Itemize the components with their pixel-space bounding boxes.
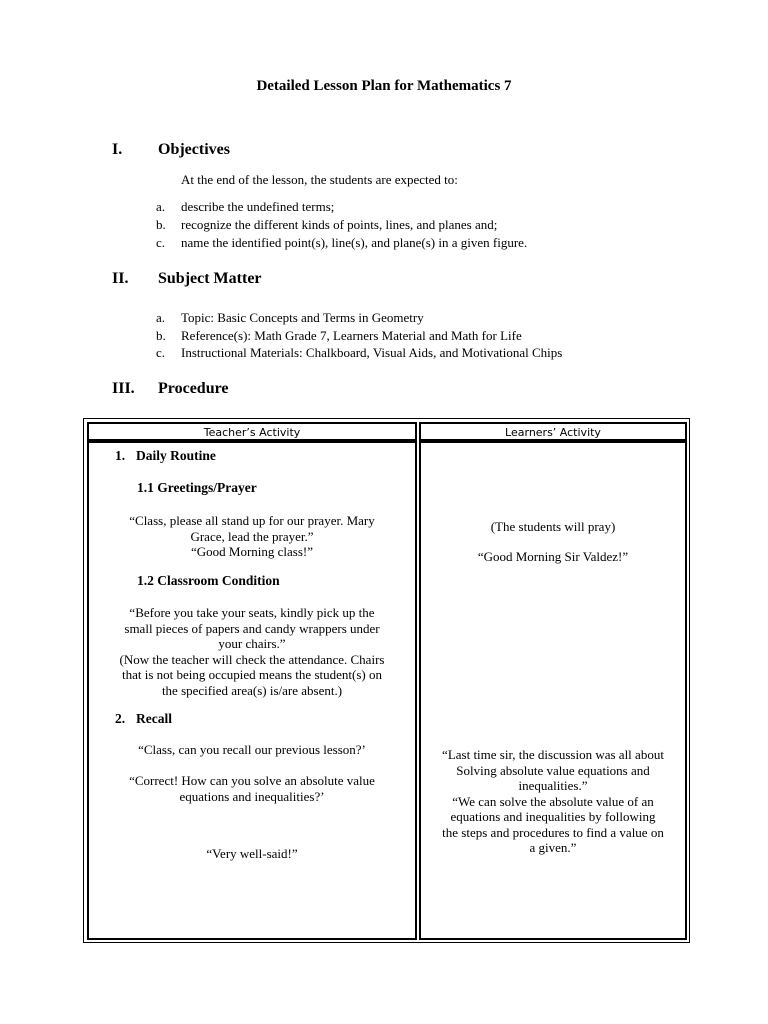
header-teacher-activity: Teacher’s Activity [87,422,417,441]
objective-item-a [156,199,676,215]
subject-item-b [156,328,676,344]
greetings-line: Grace, lead the prayer.” [190,528,314,544]
learners-recall-line: the steps and procedures to find a value on [442,824,664,840]
classroom-line: “Before you take your seats, kindly pick up the [129,605,375,620]
learners-recall-line: Solving absolute value equations and [456,762,650,778]
learners-recall-line: “We can solve the absolute value of an [452,793,654,809]
classroom-line: your chairs.” [218,636,286,651]
objective-item-c [156,235,676,251]
objective-letter: b. [156,217,166,232]
daily-routine-heading: Daily Routine [136,448,216,463]
greetings-line: “Class, please all stand up for our prayer. Mary [129,513,375,528]
section-objectives-number: I. [112,141,123,158]
section-procedure-title: Procedure [158,380,229,397]
teacher-activity-cell [87,441,417,940]
recall-question: “Class, can you recall our previous lesson?’ [138,742,366,757]
classroom-line: that is not being occupied means the student(s) on [122,667,382,682]
recall-line: “Correct! How can you solve an absolute value [129,773,375,788]
learners-pray: (The students will pray) [490,519,616,534]
subject-text: Topic: Basic Concepts and Terms in Geometry [181,310,424,325]
greetings-line: “Good Morning class!” [190,544,314,559]
subject-text: Instructional Materials: Chalkboard, Visual Aids, and Motivational Chips [181,345,563,360]
subject-letter: c. [156,345,166,360]
objective-item-b [156,217,676,233]
header-learners-activity: Learners’ Activity [419,422,687,441]
subject-letter: a. [156,310,166,325]
classroom-line: small pieces of papers and candy wrappers under [124,620,380,636]
objective-text: name the identified point(s), line(s), and plane(s) in a given figure. [181,235,528,250]
classroom-line: (Now the teacher will check the attendance. Chairs [119,651,385,667]
subject-item-a [156,310,676,326]
learners-activity-cell [419,441,687,940]
recall-number: 2. [115,711,126,726]
recall-line: equations and inequalities?’ [179,788,325,804]
section-procedure-number: III. [112,380,135,397]
learners-recall-line: equations and inequalities by following [450,809,656,824]
section-subject-number: II. [112,270,129,287]
recall-heading: Recall [136,711,172,726]
greetings-block [89,513,415,560]
learners-recall-line: inequalities.” [518,778,588,793]
objective-letter: c. [156,235,166,250]
subject-item-c [156,345,676,361]
greetings-heading: 1.1 Greetings/Prayer [137,480,257,495]
learners-recall-line: “Last time sir, the discussion was all about [442,747,664,762]
learners-good-morning: “Good Morning Sir Valdez!” [477,549,629,564]
subject-text: Reference(s): Math Grade 7, Learners Material and Math for Life [181,328,522,343]
learners-recall-block [421,747,685,856]
page-title: Detailed Lesson Plan for Mathematics 7 [256,78,512,94]
section-objectives-title: Objectives [158,141,230,158]
recall-praise: “Very well-said!” [206,846,298,861]
subject-letter: b. [156,328,166,343]
classroom-condition-block [89,605,415,698]
procedure-table [83,418,690,943]
learners-recall-line: a given.” [529,840,577,855]
daily-routine-number: 1. [115,448,126,463]
classroom-condition-heading: 1.2 Classroom Condition [137,573,280,588]
objective-text: recognize the different kinds of points, lines, and planes and; [181,217,498,232]
section-subject-title: Subject Matter [158,270,262,287]
objective-letter: a. [156,199,166,214]
classroom-line: the specified area(s) is/are absent.) [161,682,343,698]
objectives-intro: At the end of the lesson, the students are expected to: [181,172,458,187]
recall-followup-block [89,773,415,804]
objective-text: describe the undefined terms; [181,199,335,214]
